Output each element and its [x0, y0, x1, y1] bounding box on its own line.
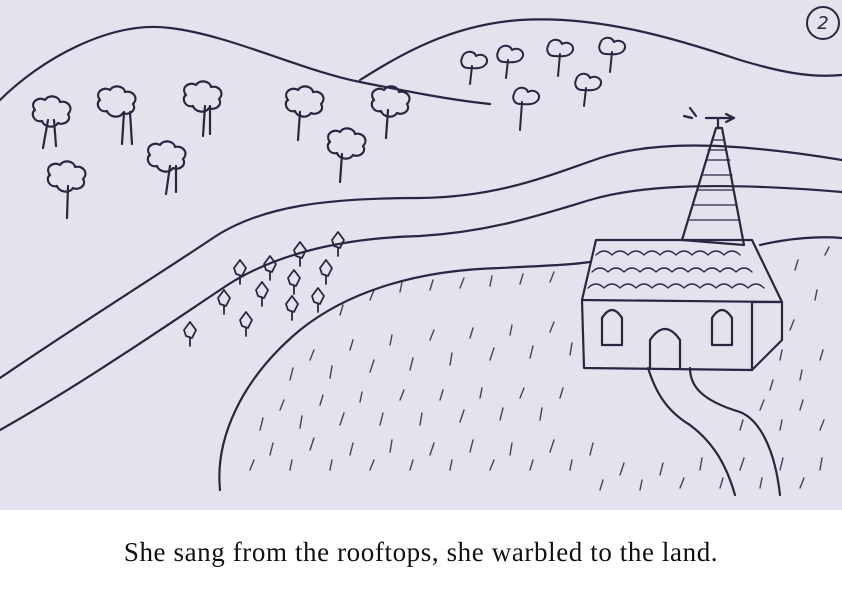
hill-right: [360, 19, 842, 80]
meadow-grass: [250, 247, 829, 490]
church-roof-shingles: [588, 251, 764, 288]
church-path-right: [690, 368, 780, 495]
orchard-trees: [184, 232, 344, 346]
church-roof: [582, 240, 782, 302]
road-lower-edge: [0, 186, 842, 430]
page-number: 2: [806, 6, 840, 40]
church-path-left: [648, 368, 735, 495]
church-door: [650, 329, 680, 368]
weathervane-icon: [684, 108, 734, 128]
caption-text: She sang from the rooftops, she warbled to the land.: [123, 537, 719, 567]
meadow-right-outline: [760, 237, 842, 245]
church-window-right: [712, 310, 732, 345]
road-upper-edge: [0, 146, 842, 379]
trees-left-group: [33, 81, 410, 218]
church-window-left: [602, 310, 622, 345]
trees-right-group: [461, 38, 625, 130]
hill-left: [0, 27, 490, 104]
meadow-outline: [219, 262, 590, 490]
church-side-wall: [752, 302, 782, 370]
